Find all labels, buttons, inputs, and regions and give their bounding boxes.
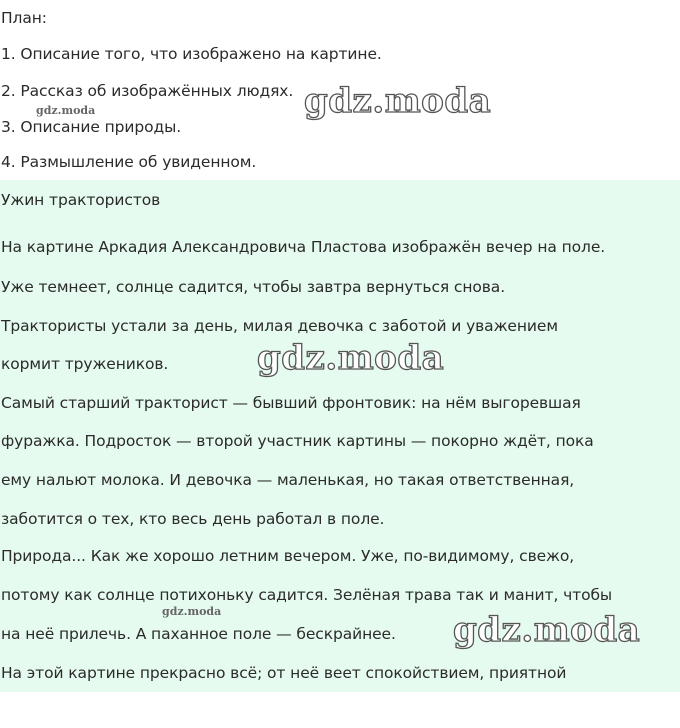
watermark-small-2: gdz.moda (162, 605, 222, 618)
essay-line-3: Трактористы устали за день, милая девочка с заботой и уважением (1, 317, 558, 335)
essay-line-8: заботится о тех, кто весь день работал в поле. (1, 510, 385, 528)
essay-line-10: потому как солнце потихоньку садится. Зелёная трава так и манит, чтобы (1, 586, 613, 604)
plan-item-2: 2. Рассказ об изображённых людях. (1, 82, 294, 100)
essay-title: Ужин трактористов (1, 191, 161, 209)
essay-line-5: Самый старший тракторист — бывший фронтовик: на нём выгоревшая (1, 394, 581, 412)
plan-item-3: 3. Описание природы. (1, 118, 182, 136)
essay-line-4: кормит тружеников. (1, 355, 169, 373)
watermark-large-2: gdz.moda (257, 338, 445, 378)
essay-line-9: Природа... Как же хорошо летним вечером. Уже, по-видимому, свежо, (1, 547, 575, 565)
essay-line-12: На этой картине прекрасно всё; от неё веет спокойствием, приятной (1, 664, 567, 682)
watermark-large-3: gdz.moda (453, 610, 641, 650)
watermark-large-1: gdz.moda (304, 81, 492, 121)
plan-title: План: (1, 9, 47, 27)
essay-line-6: фуражка. Подросток — второй участник картины — покорно ждёт, пока (1, 432, 594, 450)
essay-line-7: ему нальют молока. И девочка — маленькая, но такая ответственная, (1, 471, 575, 489)
plan-item-1: 1. Описание того, что изображено на картине. (1, 45, 382, 63)
essay-line-1: На картине Аркадия Александровича Пластова изображён вечер на поле. (1, 238, 606, 256)
plan-item-4: 4. Размышление об увиденном. (1, 153, 257, 171)
essay-line-2: Уже темнеет, солнце садится, чтобы завтра вернуться снова. (1, 278, 506, 296)
essay-line-11: на неё прилечь. А паханное поле — бескрайнее. (1, 625, 396, 643)
watermark-small-1: gdz.moda (36, 104, 96, 117)
